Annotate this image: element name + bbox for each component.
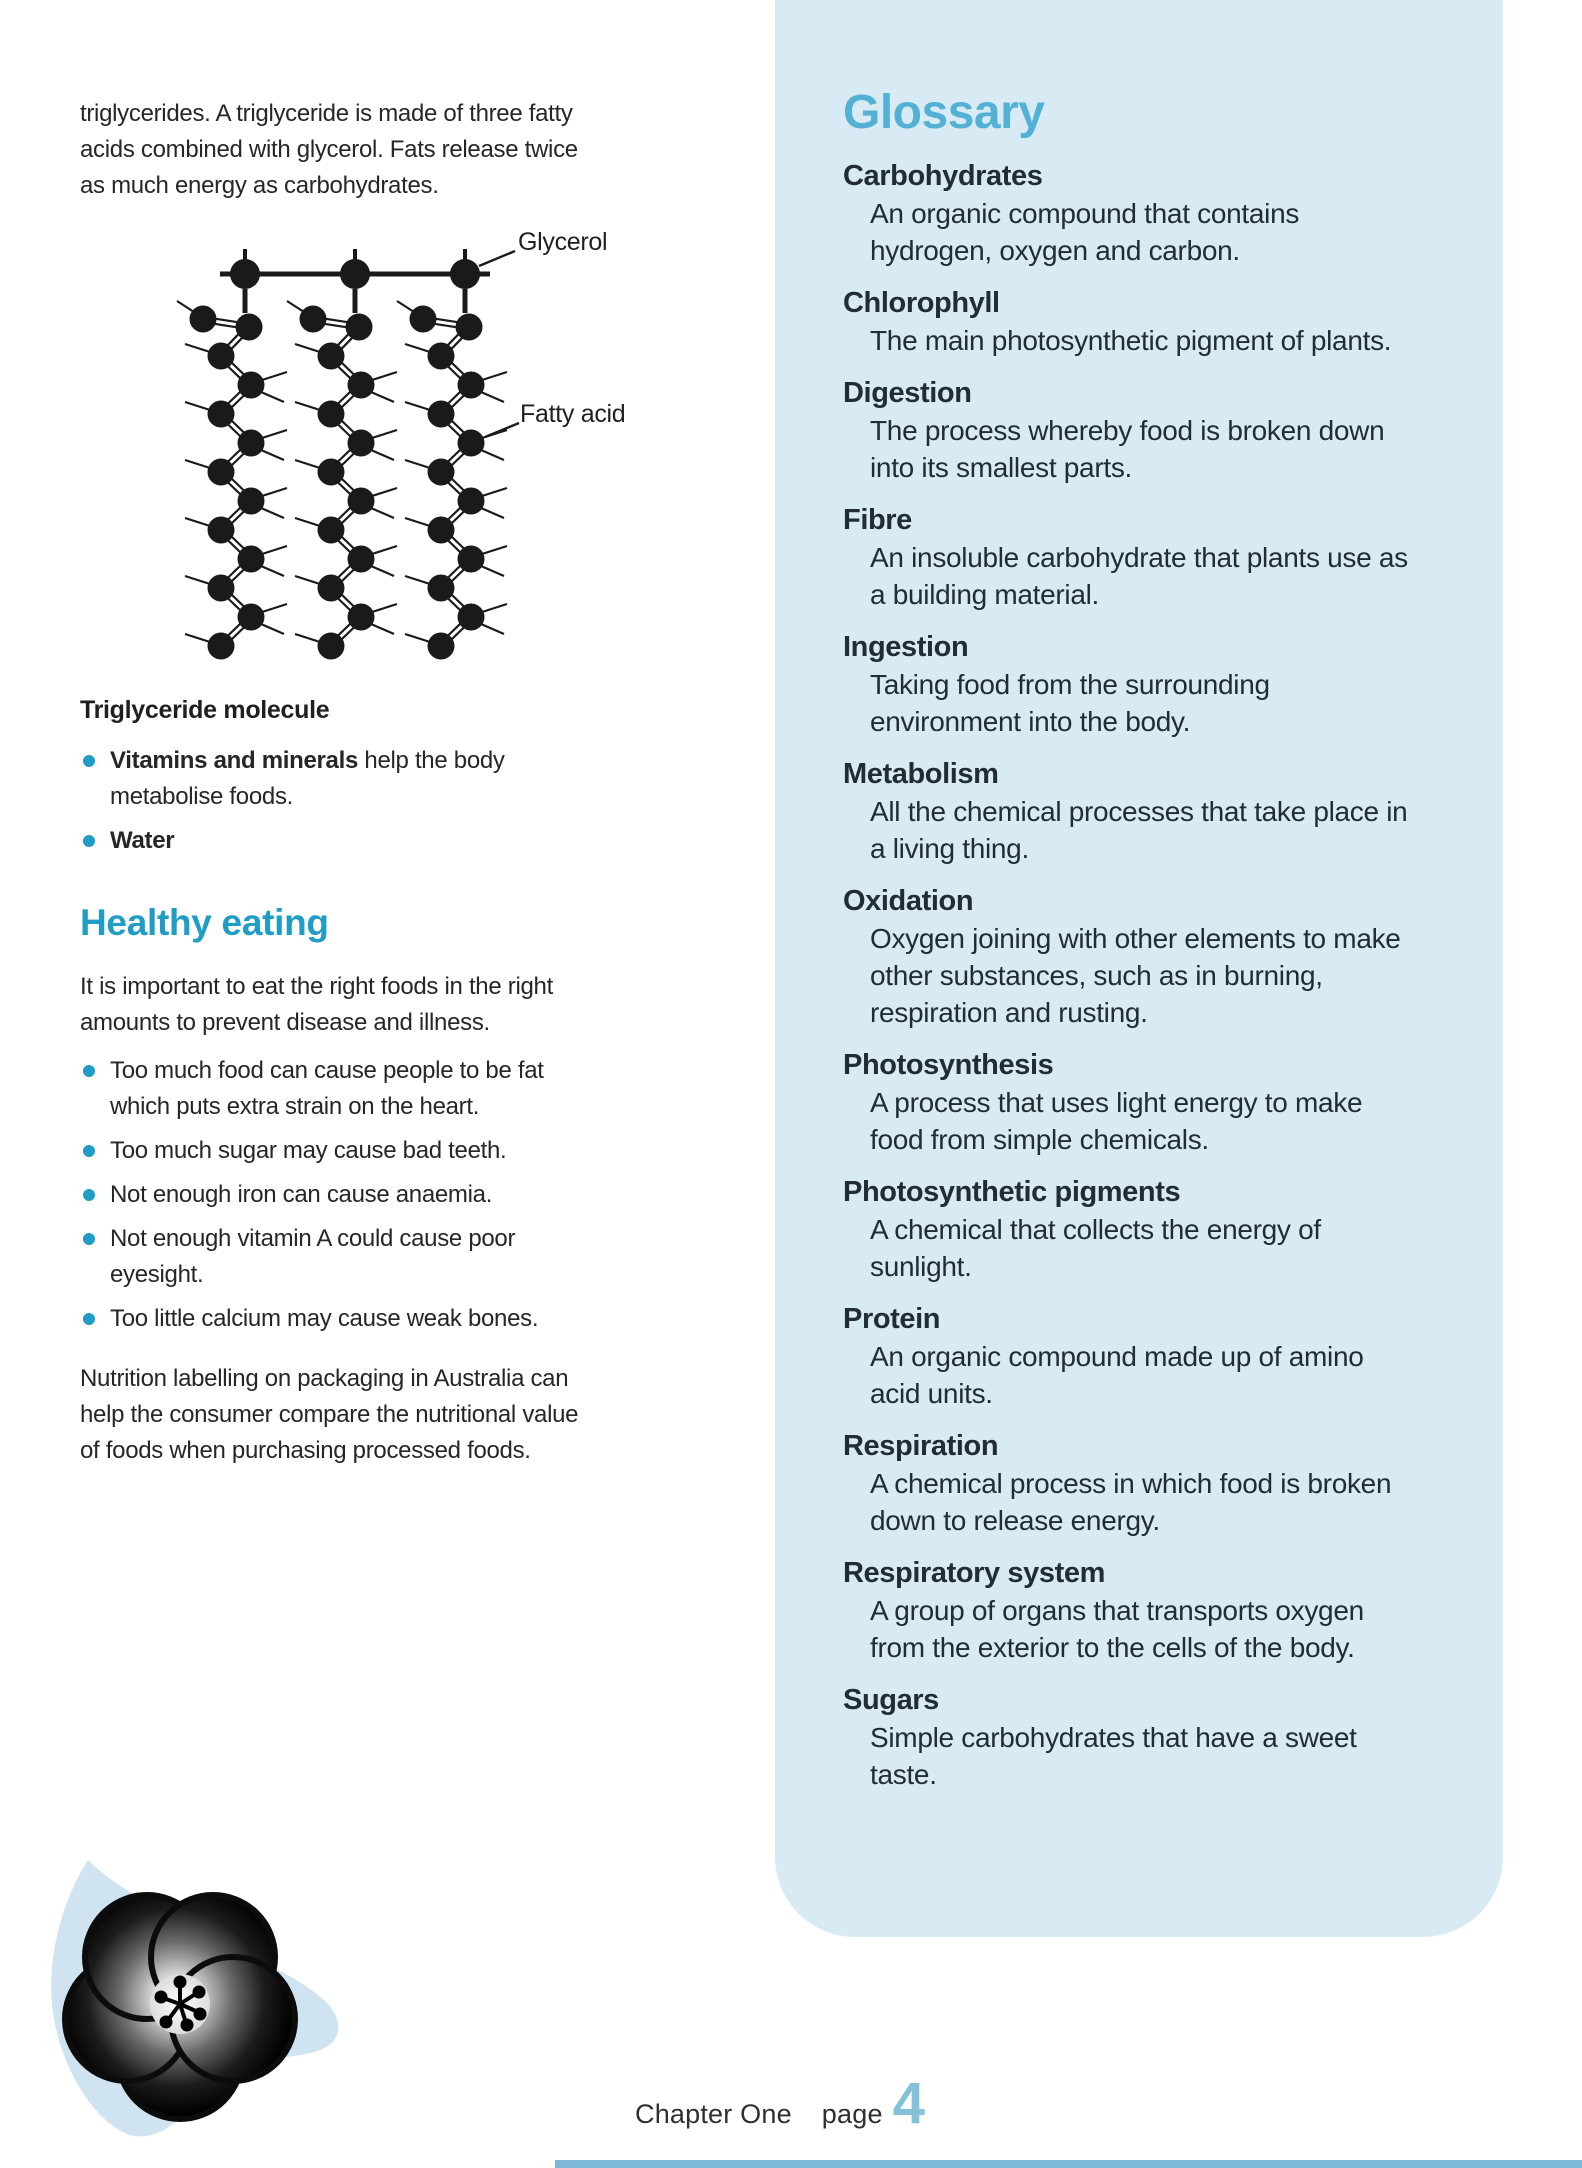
- flower-illustration: [30, 1852, 360, 2152]
- glossary-entry: [843, 1682, 1463, 1793]
- healthy-eating-bullets: [80, 1053, 595, 1337]
- list-item: Too much sugar may cause bad teeth.: [80, 1133, 595, 1169]
- list-item: Not enough iron can cause anaemia.: [80, 1177, 595, 1213]
- glossary-term: Carbohydrates: [843, 160, 1043, 192]
- glossary-term: Ingestion: [843, 631, 969, 663]
- glycerol-label: Glycerol: [518, 228, 608, 256]
- glossary-term: Sugars: [843, 1684, 939, 1716]
- nutrients-list: [80, 743, 595, 859]
- glossary-definition: Oxygen joining with other elements to make other substances, such as in burning, respiration and rusting.: [870, 923, 1401, 1028]
- glossary-entry: [843, 1047, 1463, 1158]
- glossary-definition: A chemical process in which food is broken down to release energy.: [870, 1468, 1392, 1536]
- healthy-eating-heading: Healthy eating: [80, 902, 329, 943]
- glossary-term: Respiratory system: [843, 1557, 1105, 1589]
- list-item: [80, 823, 595, 859]
- glossary-definition: All the chemical processes that take place in a living thing.: [870, 796, 1408, 864]
- glossary-definition: The process whereby food is broken down into its smallest parts.: [870, 415, 1385, 483]
- glossary-term: Respiration: [843, 1430, 999, 1462]
- nutrient-name: Vitamins and minerals: [110, 747, 359, 774]
- glossary-term: Oxidation: [843, 885, 974, 917]
- glossary-definition: Taking food from the surrounding environment into the body.: [870, 669, 1270, 737]
- glossary-entry: [843, 1174, 1463, 1285]
- bottom-edge-bar: [555, 2160, 1582, 2168]
- glossary-entry: [843, 158, 1463, 269]
- glossary-definition: An insoluble carbohydrate that plants use as a building material.: [870, 542, 1408, 610]
- glossary-definition: The main photosynthetic pigment of plants.: [870, 325, 1392, 356]
- glossary-term: Metabolism: [843, 758, 999, 790]
- glossary-term: Fibre: [843, 504, 912, 536]
- glossary-definition: A group of organs that transports oxygen from the exterior to the cells of the body.: [870, 1595, 1364, 1663]
- nutrient-name: Water: [110, 827, 175, 854]
- page-number: 4: [892, 2071, 925, 2136]
- chapter-label: Chapter One: [635, 2099, 792, 2129]
- healthy-eating-intro: It is important to eat the right foods in the right amounts to prevent disease and illness.: [80, 973, 553, 1036]
- glossary-entry: [843, 1428, 1463, 1539]
- glossary-entry: [843, 375, 1463, 486]
- glossary-term: Digestion: [843, 377, 972, 409]
- glossary-term: Protein: [843, 1303, 941, 1335]
- nutrient-description: help the body metabolise foods.: [110, 747, 505, 810]
- list-item: Too little calcium may cause weak bones.: [80, 1301, 595, 1337]
- triglyceride-molecule-illustration: [113, 239, 533, 671]
- glossary-definition: Simple carbohydrates that have a sweet taste.: [870, 1722, 1357, 1790]
- glossary-term: Photosynthesis: [843, 1049, 1054, 1081]
- glossary-term: Photosynthetic pigments: [843, 1176, 1181, 1208]
- glossary-definition: A process that uses light energy to make food from simple chemicals.: [870, 1087, 1363, 1155]
- glossary-heading: Glossary: [843, 86, 1045, 139]
- page-footer: [635, 2070, 925, 2137]
- glossary-entry: [843, 756, 1463, 867]
- page-word: page: [821, 2099, 883, 2129]
- glossary-entry: [843, 285, 1463, 359]
- list-item: Not enough vitamin A could cause poor eyesight.: [80, 1221, 595, 1293]
- triglyceride-diagram: [80, 228, 626, 682]
- nutrition-labelling-paragraph: Nutrition labelling on packaging in Australia can help the consumer compare the nutritional value of foods when purchasing processed foods.: [80, 1365, 579, 1464]
- glossary-entry: [843, 629, 1463, 740]
- glossary-entry: [843, 883, 1463, 1031]
- glossary-definition: A chemical that collects the energy of sunlight.: [870, 1214, 1321, 1282]
- main-column: [80, 96, 626, 1469]
- diagram-caption: Triglyceride molecule: [80, 696, 330, 724]
- glossary-definition: An organic compound that contains hydrogen, oxygen and carbon.: [870, 198, 1300, 266]
- glossary-term: Chlorophyll: [843, 287, 1000, 319]
- glossary-entry: [843, 1301, 1463, 1412]
- list-item: Too much food can cause people to be fat which puts extra strain on the heart.: [80, 1053, 595, 1125]
- glossary-definition: An organic compound made up of amino acid units.: [870, 1341, 1364, 1409]
- glossary-panel: [775, 0, 1503, 1937]
- glossary-entry: [843, 1555, 1463, 1666]
- list-item: [80, 743, 595, 815]
- intro-paragraph: triglycerides. A triglyceride is made of three fatty acids combined with glycerol. Fats release twice as much energy as carbohydrates.: [80, 100, 578, 199]
- glossary-entry: [843, 502, 1463, 613]
- fatty-acid-label: Fatty acid: [520, 400, 626, 428]
